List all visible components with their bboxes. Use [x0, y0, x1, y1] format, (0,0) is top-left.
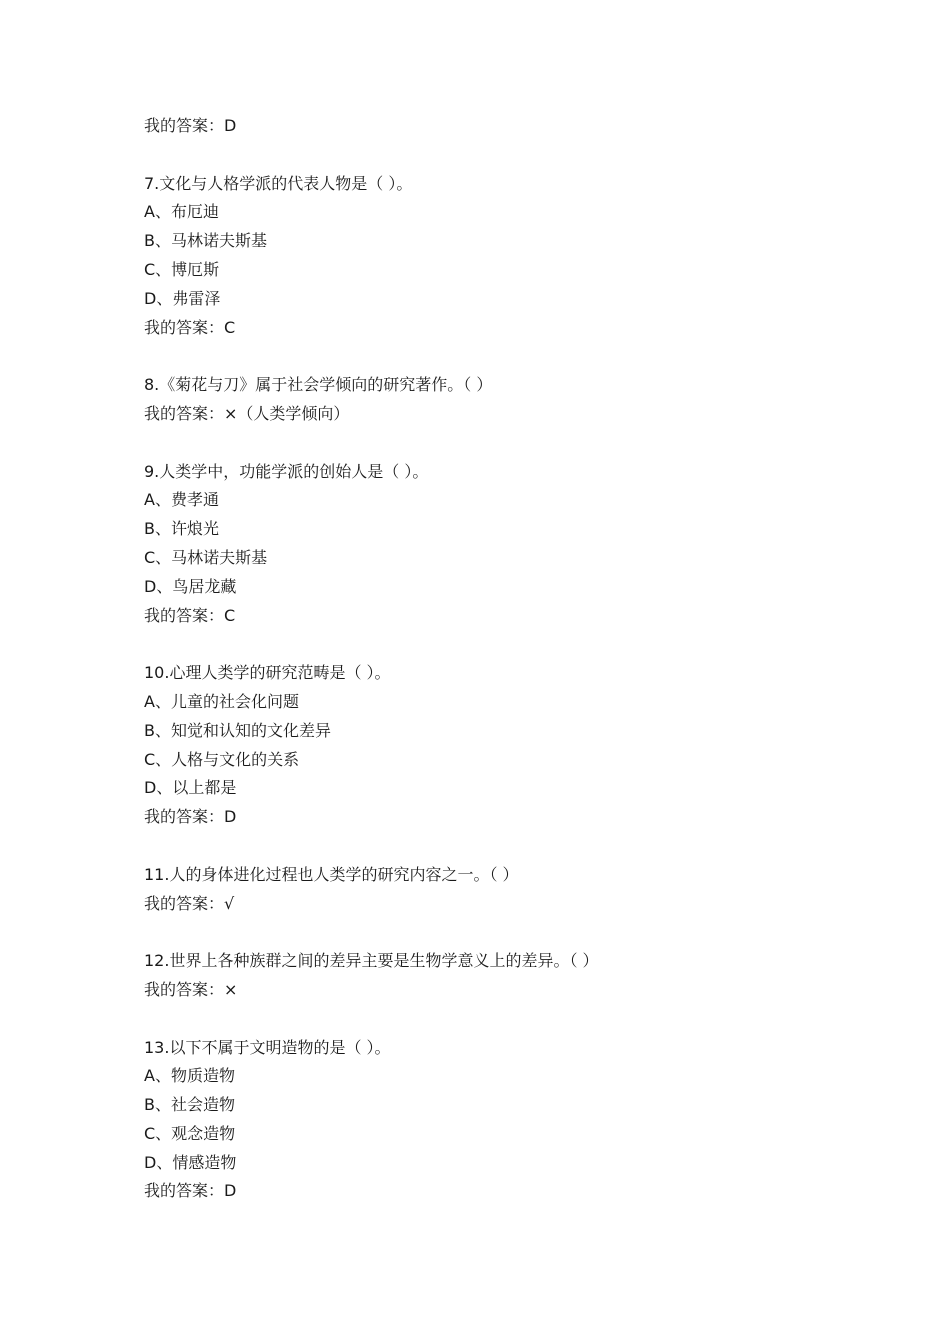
spacer [144, 918, 904, 947]
option-d: D、以上都是 [144, 778, 237, 798]
option-c: C、马林诺夫斯基 [144, 547, 268, 567]
question-stem: 8.《菊花与刀》属于社会学倾向的研究著作。（ ） [144, 375, 493, 395]
answer-line: 我的答案：D [144, 116, 237, 135]
option-d: D、弗雷泽 [144, 288, 221, 308]
option-b: B、社会造物 [144, 1095, 235, 1115]
spacer [144, 832, 904, 861]
option-a: A、布厄迪 [144, 202, 219, 222]
answer-line: 我的答案：C [144, 317, 236, 337]
option-b: B、许烺光 [144, 519, 219, 539]
question-stem: 10.心理人类学的研究范畴是（ ）。 [144, 663, 391, 683]
option-b: B、马林诺夫斯基 [144, 231, 267, 251]
option-c: C、人格与文化的关系 [144, 749, 300, 769]
question-stem: 11.人的身体进化过程也人类学的研究内容之一。（ ） [144, 864, 519, 884]
option-d: D、情感造物 [144, 1152, 237, 1172]
option-a: A、费孝通 [144, 490, 219, 510]
answer-line: 我的答案：D [144, 1181, 237, 1201]
answer-line: 我的答案：×（人类学倾向） [144, 403, 350, 423]
question-stem: 7.文化与人格学派的代表人物是（ ）。 [144, 173, 413, 193]
spacer [144, 429, 904, 458]
answer-line: 我的答案：√ [144, 893, 235, 913]
answer-line: 我的答案：D [144, 807, 237, 827]
spacer [144, 1005, 904, 1034]
option-d: D、鸟居龙藏 [144, 576, 237, 596]
question-stem: 9.人类学中，功能学派的创始人是（ ）。 [144, 461, 429, 481]
answer-line: 我的答案：C [144, 605, 236, 625]
option-a: A、儿童的社会化问题 [144, 691, 299, 711]
document-body [144, 112, 904, 1206]
option-b: B、知觉和认知的文化差异 [144, 720, 331, 740]
question-stem: 13.以下不属于文明造物的是（ ）。 [144, 1037, 391, 1057]
question-stem: 12.世界上各种族群之间的差异主要是生物学意义上的差异。（ ） [144, 951, 599, 971]
spacer [144, 630, 904, 659]
option-c: C、博厄斯 [144, 259, 220, 279]
option-a: A、物质造物 [144, 1066, 235, 1086]
spacer [144, 141, 904, 170]
spacer [144, 342, 904, 371]
answer-line: 我的答案：× [144, 979, 238, 999]
option-c: C、观念造物 [144, 1123, 236, 1143]
